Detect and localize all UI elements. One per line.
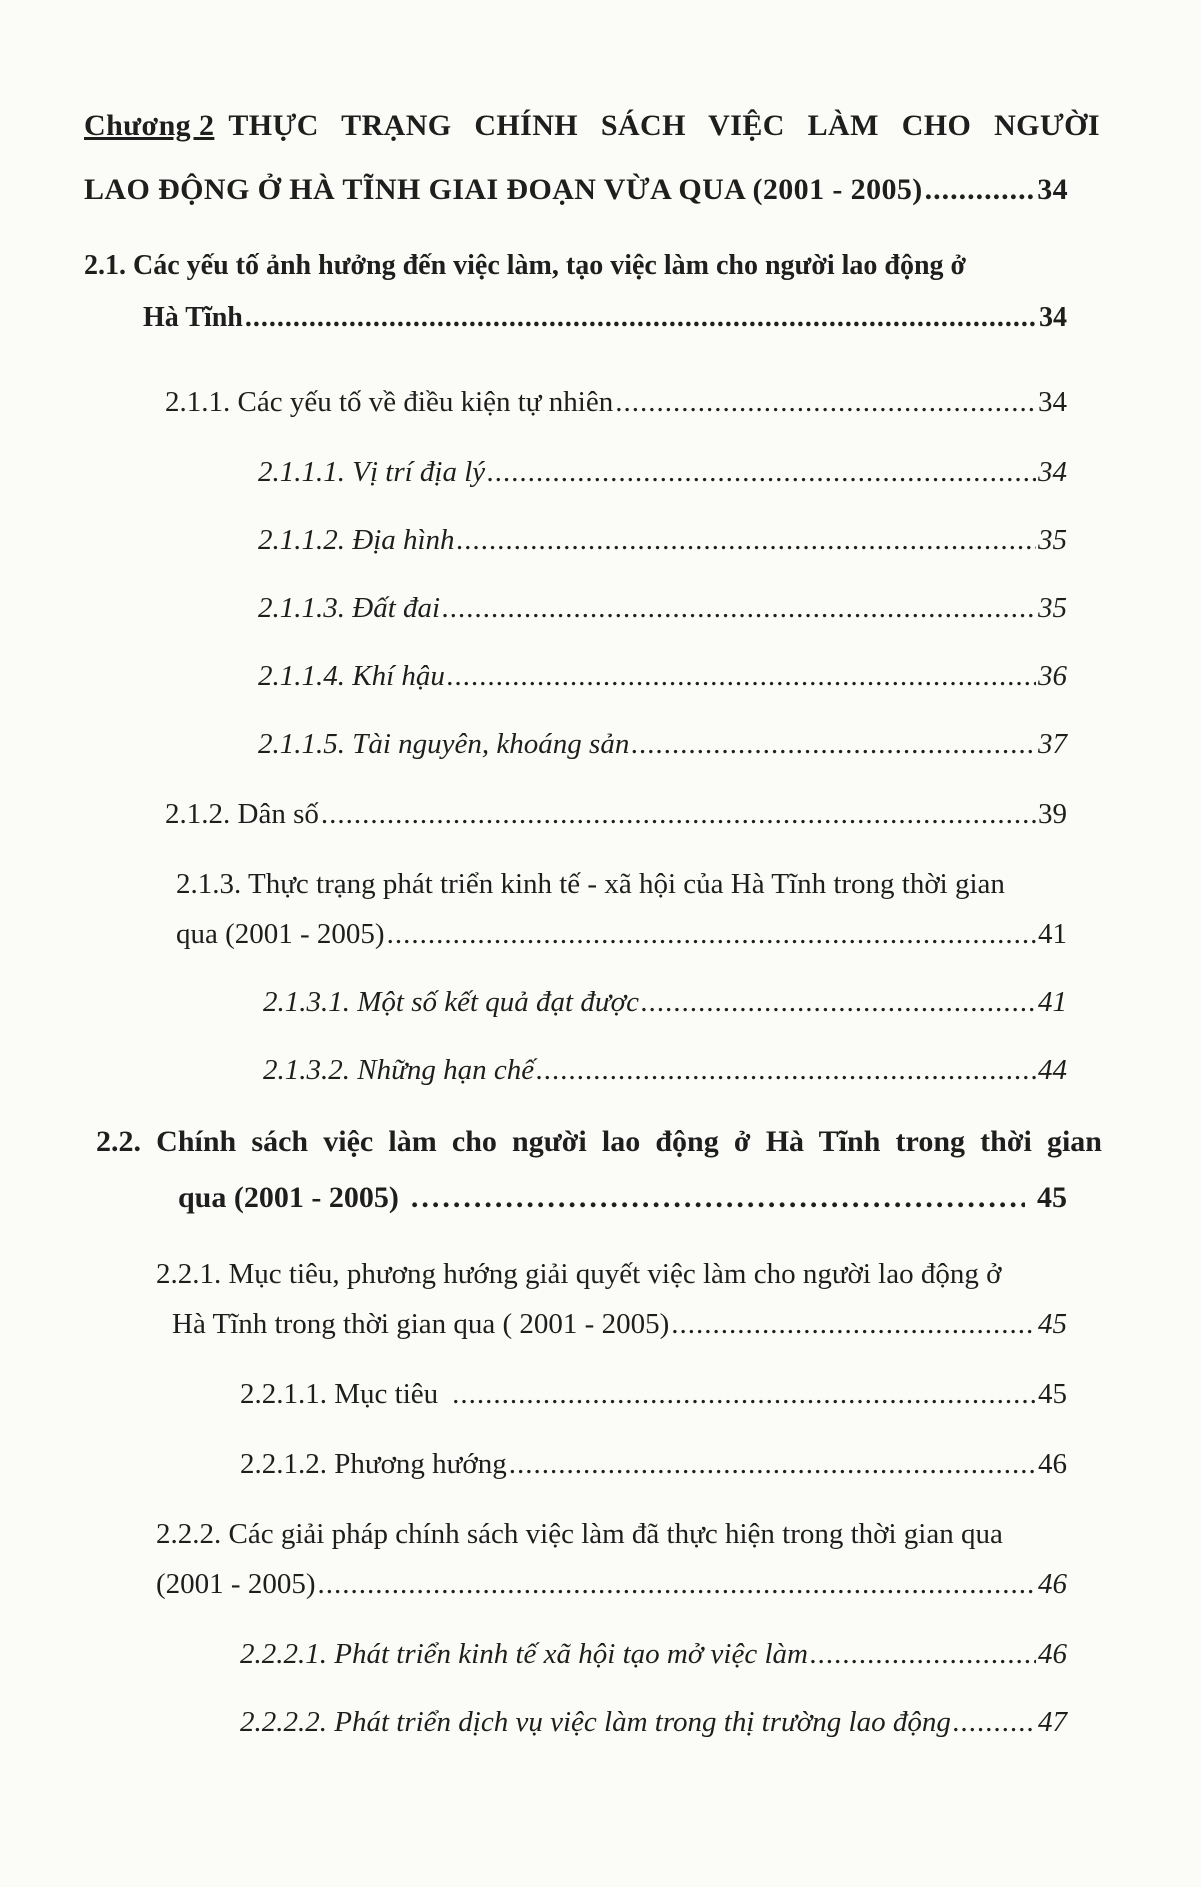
dot-leader	[641, 982, 1036, 1022]
page-number: 44	[1038, 1054, 1067, 1086]
dot-leader	[487, 452, 1036, 492]
toc-entry-2-2-1-line-2[interactable]	[172, 1304, 1067, 1344]
chapter-title-line-1	[84, 106, 1100, 146]
page-number: 34	[1038, 386, 1067, 418]
entry-text: 2.1.3.2. Những hạn chế	[263, 1054, 535, 1086]
toc-entry-2-2-1-2[interactable]	[240, 1444, 1067, 1484]
entry-text: 2.1.1.4. Khí hậu	[258, 660, 445, 692]
dot-leader	[509, 1444, 1036, 1484]
toc-entry-2-1-1-5[interactable]	[258, 724, 1067, 764]
chapter-title-1: THỰC TRẠNG CHÍNH SÁCH VIỆC LÀM CHO NGƯỜI	[228, 109, 1100, 142]
page-number: 36	[1038, 660, 1067, 692]
entry-text: 2.2.1. Mục tiêu, phương hướng giải quyết việc làm cho người lao động ở	[156, 1258, 1002, 1290]
page-number: 45	[1038, 1378, 1067, 1410]
dot-leader	[810, 1634, 1036, 1674]
entry-text: 2.2.2. Các giải pháp chính sách việc làm đã thực hiện trong thời gian qua	[156, 1518, 1003, 1550]
toc-entry-2-1-2[interactable]	[165, 794, 1067, 834]
dot-leader	[925, 170, 1036, 210]
page-number: 45	[1038, 1308, 1067, 1340]
page-number: 41	[1038, 918, 1067, 950]
toc-entry-2-2-2-line-2[interactable]	[156, 1564, 1067, 1604]
entry-text: 2.1.1.1. Vị trí địa lý	[258, 456, 486, 488]
page-number: 34	[1039, 302, 1067, 333]
section-2-1-line-1	[84, 246, 1100, 286]
entry-text: 2.2.2.1. Phát triển kinh tế xã hội tạo mở việc làm	[240, 1638, 808, 1670]
dot-leader	[321, 794, 1036, 834]
toc-entry-2-1-1-2[interactable]	[258, 520, 1067, 560]
entry-text: (2001 - 2005)	[156, 1568, 316, 1600]
toc-entry-2-1-3-1[interactable]	[263, 982, 1067, 1022]
entry-text: 2.1.1.2. Địa hình	[258, 524, 455, 556]
page-number: 34	[1038, 456, 1067, 488]
dot-leader	[452, 1374, 1036, 1414]
toc-entry-2-1-3-2[interactable]	[263, 1050, 1067, 1090]
page-number: 35	[1038, 592, 1067, 624]
entry-text: 2.2.1.2. Phương hướng	[240, 1448, 507, 1480]
toc-entry-2-1-1-4[interactable]	[258, 656, 1067, 696]
toc-entry-2-1-1[interactable]	[165, 382, 1067, 422]
section-2-1-text: 2.1. Các yếu tố ảnh hưởng đến việc làm, tạo việc làm cho người lao động ở	[84, 250, 967, 281]
dot-leader	[387, 914, 1036, 954]
entry-text: 2.2.1.1. Mục tiêu	[240, 1378, 439, 1410]
toc-entry-2-2-2-line-1	[156, 1514, 1102, 1554]
dot-leader	[457, 520, 1036, 560]
section-2-1-text-2: Hà Tĩnh	[143, 302, 243, 333]
entry-text: 2.1.3.1. Một số kết quả đạt được	[263, 986, 640, 1018]
dot-leader	[317, 1564, 1036, 1604]
dot-leader	[615, 382, 1036, 422]
page-number: 46	[1038, 1638, 1067, 1670]
section-2-2-text: 2.2. Chính sách việc làm cho người lao động ở Hà Tĩnh trong thời gian	[96, 1125, 1102, 1158]
dot-leader	[953, 1702, 1036, 1742]
entry-text: qua (2001 - 2005)	[176, 918, 385, 950]
dot-leader	[245, 298, 1037, 338]
toc-entry-2-1-3-line-1	[176, 864, 1102, 904]
toc-entry-2-1-3-line-2[interactable]	[176, 914, 1067, 954]
section-2-1-line-2[interactable]	[143, 298, 1067, 338]
page-number: 39	[1038, 798, 1067, 830]
entry-text: 2.1.3. Thực trạng phát triển kinh tế - xã hội của Hà Tĩnh trong thời gian	[176, 868, 1005, 900]
dot-leader	[411, 1178, 1025, 1218]
dot-leader	[536, 1050, 1036, 1090]
chapter-title-line-2[interactable]	[84, 170, 1068, 210]
entry-text: Hà Tĩnh trong thời gian qua ( 2001 - 2005)	[172, 1308, 670, 1340]
toc-entry-2-1-1-3[interactable]	[258, 588, 1067, 628]
page-number: 34	[1037, 173, 1068, 206]
chapter-label: Chương 2	[84, 109, 215, 142]
page-number: 46	[1038, 1568, 1067, 1600]
dot-leader	[442, 588, 1036, 628]
entry-text: 2.1.1.5. Tài nguyên, khoáng sản	[258, 728, 630, 760]
toc-entry-2-1-1-1[interactable]	[258, 452, 1067, 492]
page-number: 46	[1038, 1448, 1067, 1480]
dot-leader	[671, 1304, 1036, 1344]
entry-text: 2.1.2. Dân số	[165, 798, 319, 830]
dot-leader	[631, 724, 1036, 764]
dot-leader	[447, 656, 1036, 696]
section-2-2-line-1	[96, 1122, 1102, 1162]
page-number: 35	[1038, 524, 1067, 556]
page-number: 47	[1038, 1706, 1067, 1738]
page-number: 41	[1038, 986, 1067, 1018]
entry-text: 2.1.1.3. Đất đai	[258, 592, 441, 624]
section-2-2-text-2: qua (2001 - 2005)	[178, 1181, 399, 1214]
page-number: 37	[1038, 728, 1067, 760]
chapter-title-2: LAO ĐỘNG Ở HÀ TĨNH GIAI ĐOẠN VỪA QUA (2001 - 2005)	[84, 173, 923, 206]
toc-entry-2-2-2-1[interactable]	[240, 1634, 1067, 1674]
toc-entry-2-2-2-2[interactable]	[240, 1702, 1067, 1742]
toc-entry-2-2-1-line-1	[156, 1254, 1102, 1294]
toc-entry-2-2-1-1[interactable]	[240, 1374, 1067, 1414]
entry-text: 2.2.2.2. Phát triển dịch vụ việc làm trong thị trường lao động	[240, 1706, 951, 1738]
section-2-2-line-2[interactable]	[178, 1178, 1067, 1218]
page-number: 45	[1037, 1181, 1067, 1214]
entry-text: 2.1.1. Các yếu tố về điều kiện tự nhiên	[165, 386, 614, 418]
